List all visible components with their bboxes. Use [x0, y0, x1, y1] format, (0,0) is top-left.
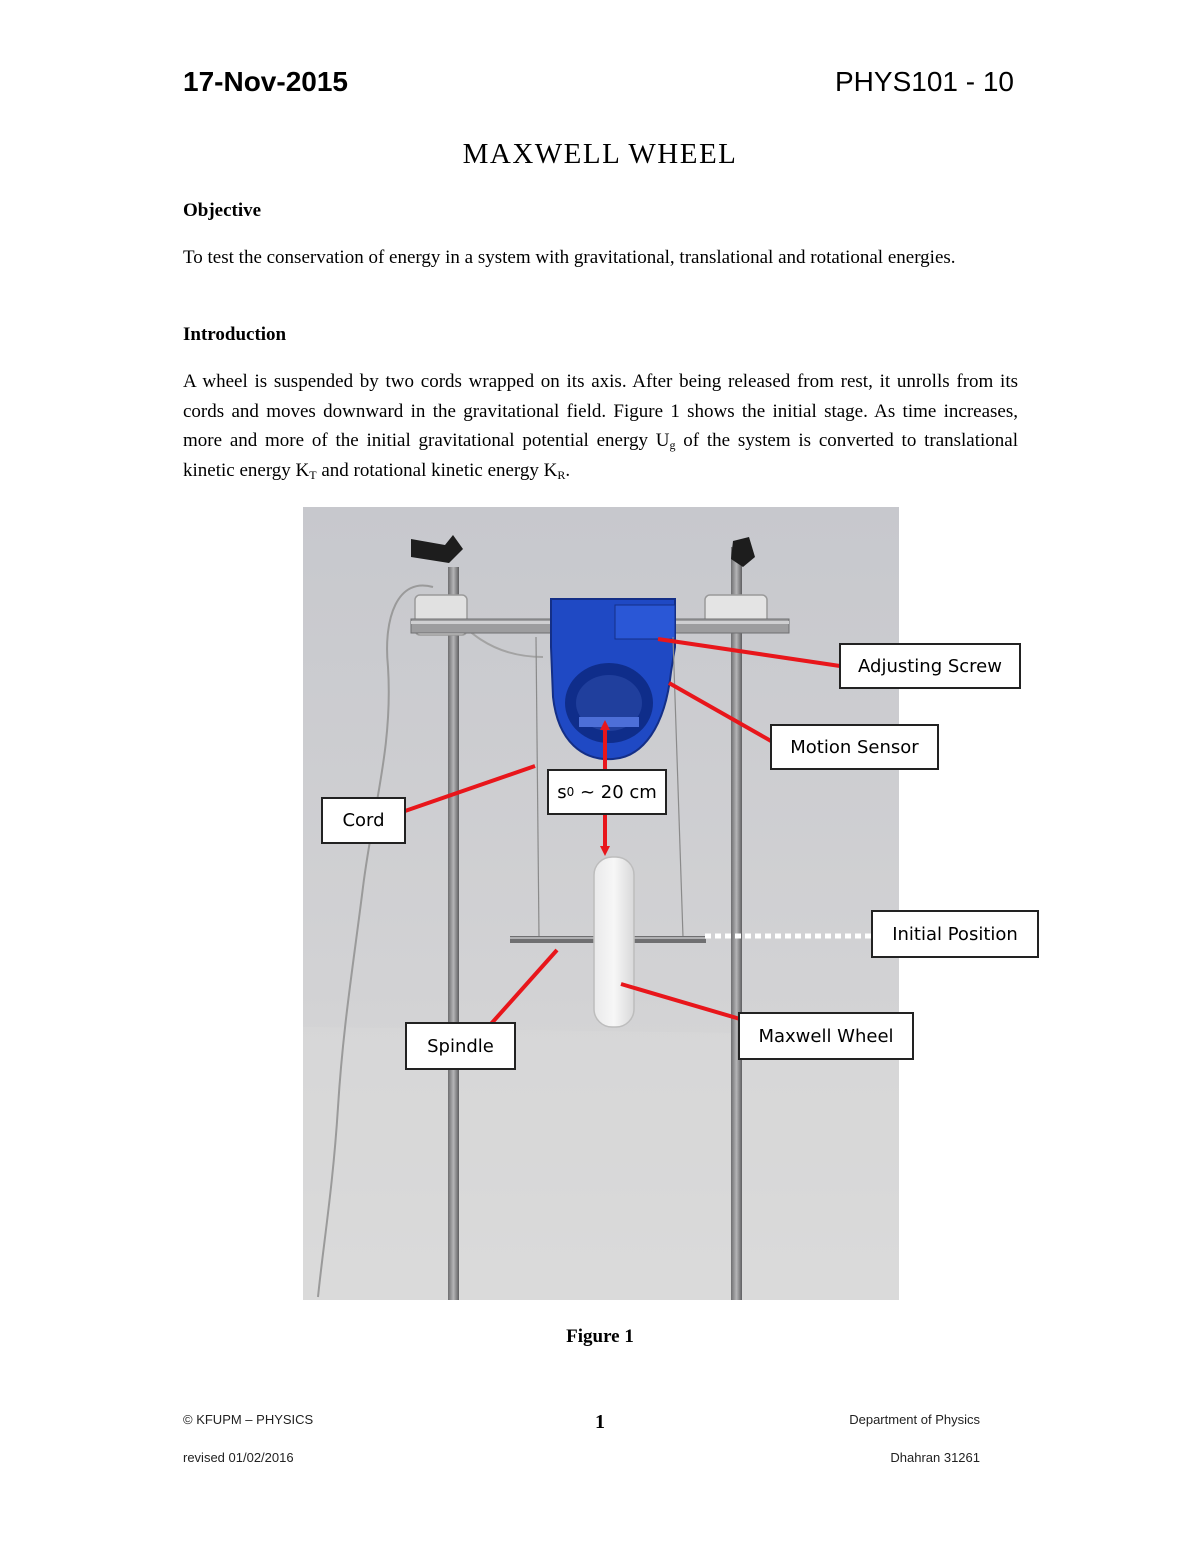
- spindle-pointer: [490, 950, 557, 1025]
- introduction-text: [183, 367, 1018, 485]
- motion-sensor-label: Motion Sensor: [770, 724, 939, 770]
- intro-text-part: of the system is converted to translational kinetic energy K: [183, 430, 1019, 481]
- footer-department: Department of Physics: [849, 1412, 980, 1427]
- footer-location: Dhahran 31261: [890, 1450, 980, 1465]
- intro-text-part: .: [565, 459, 571, 481]
- cord-pointer: [405, 766, 535, 811]
- footer-copyright: © KFUPM – PHYSICS: [183, 1412, 314, 1427]
- initial-position-label: Initial Position: [871, 910, 1039, 958]
- header-date: 17-Nov-2015: [183, 66, 348, 97]
- subscript-t: T: [309, 467, 317, 482]
- annotation-overlay: [303, 507, 899, 1300]
- s0-value: ~ 20 cm: [574, 781, 657, 803]
- s0-distance-label: s 0 ~ 20 cm: [547, 769, 667, 815]
- s0-symbol: s: [557, 781, 567, 803]
- adjusting-screw-pointer: [658, 639, 840, 666]
- adjusting-screw-label: Adjusting Screw: [839, 643, 1021, 689]
- objective-text: To test the conservation of energy in a system with gravitational, translational and rotational energies.: [183, 247, 956, 268]
- motion-sensor-pointer: [669, 683, 771, 741]
- intro-text-part: A wheel is suspended by two cords wrapped on its axis. After being released from rest, it unrolls from its cords and moves downward in the gravitational field. Figure 1 shows the initial stage. As time increases, more and more of the initial gravitational potential energy U: [183, 371, 1018, 451]
- objective-heading: Objective: [183, 200, 262, 221]
- introduction-heading: Introduction: [183, 324, 287, 345]
- header-course-code: PHYS101 - 10: [835, 66, 1014, 97]
- figure-1-photo: [303, 507, 1018, 1300]
- subscript-g: g: [669, 438, 676, 452]
- page-number: 1: [595, 1411, 605, 1433]
- intro-text-part: and rotational kinetic energy K: [316, 459, 558, 481]
- spindle-label: Spindle: [405, 1022, 516, 1070]
- figure-caption: Figure 1: [566, 1326, 634, 1347]
- subscript-r: R: [557, 467, 566, 482]
- page-title: MAXWELL WHEEL: [462, 138, 738, 170]
- maxwell-wheel-label: Maxwell Wheel: [738, 1012, 914, 1060]
- cord-label: Cord: [321, 797, 406, 844]
- footer-revised-date: revised 01/02/2016: [183, 1450, 294, 1465]
- maxwell-wheel-pointer: [621, 984, 740, 1019]
